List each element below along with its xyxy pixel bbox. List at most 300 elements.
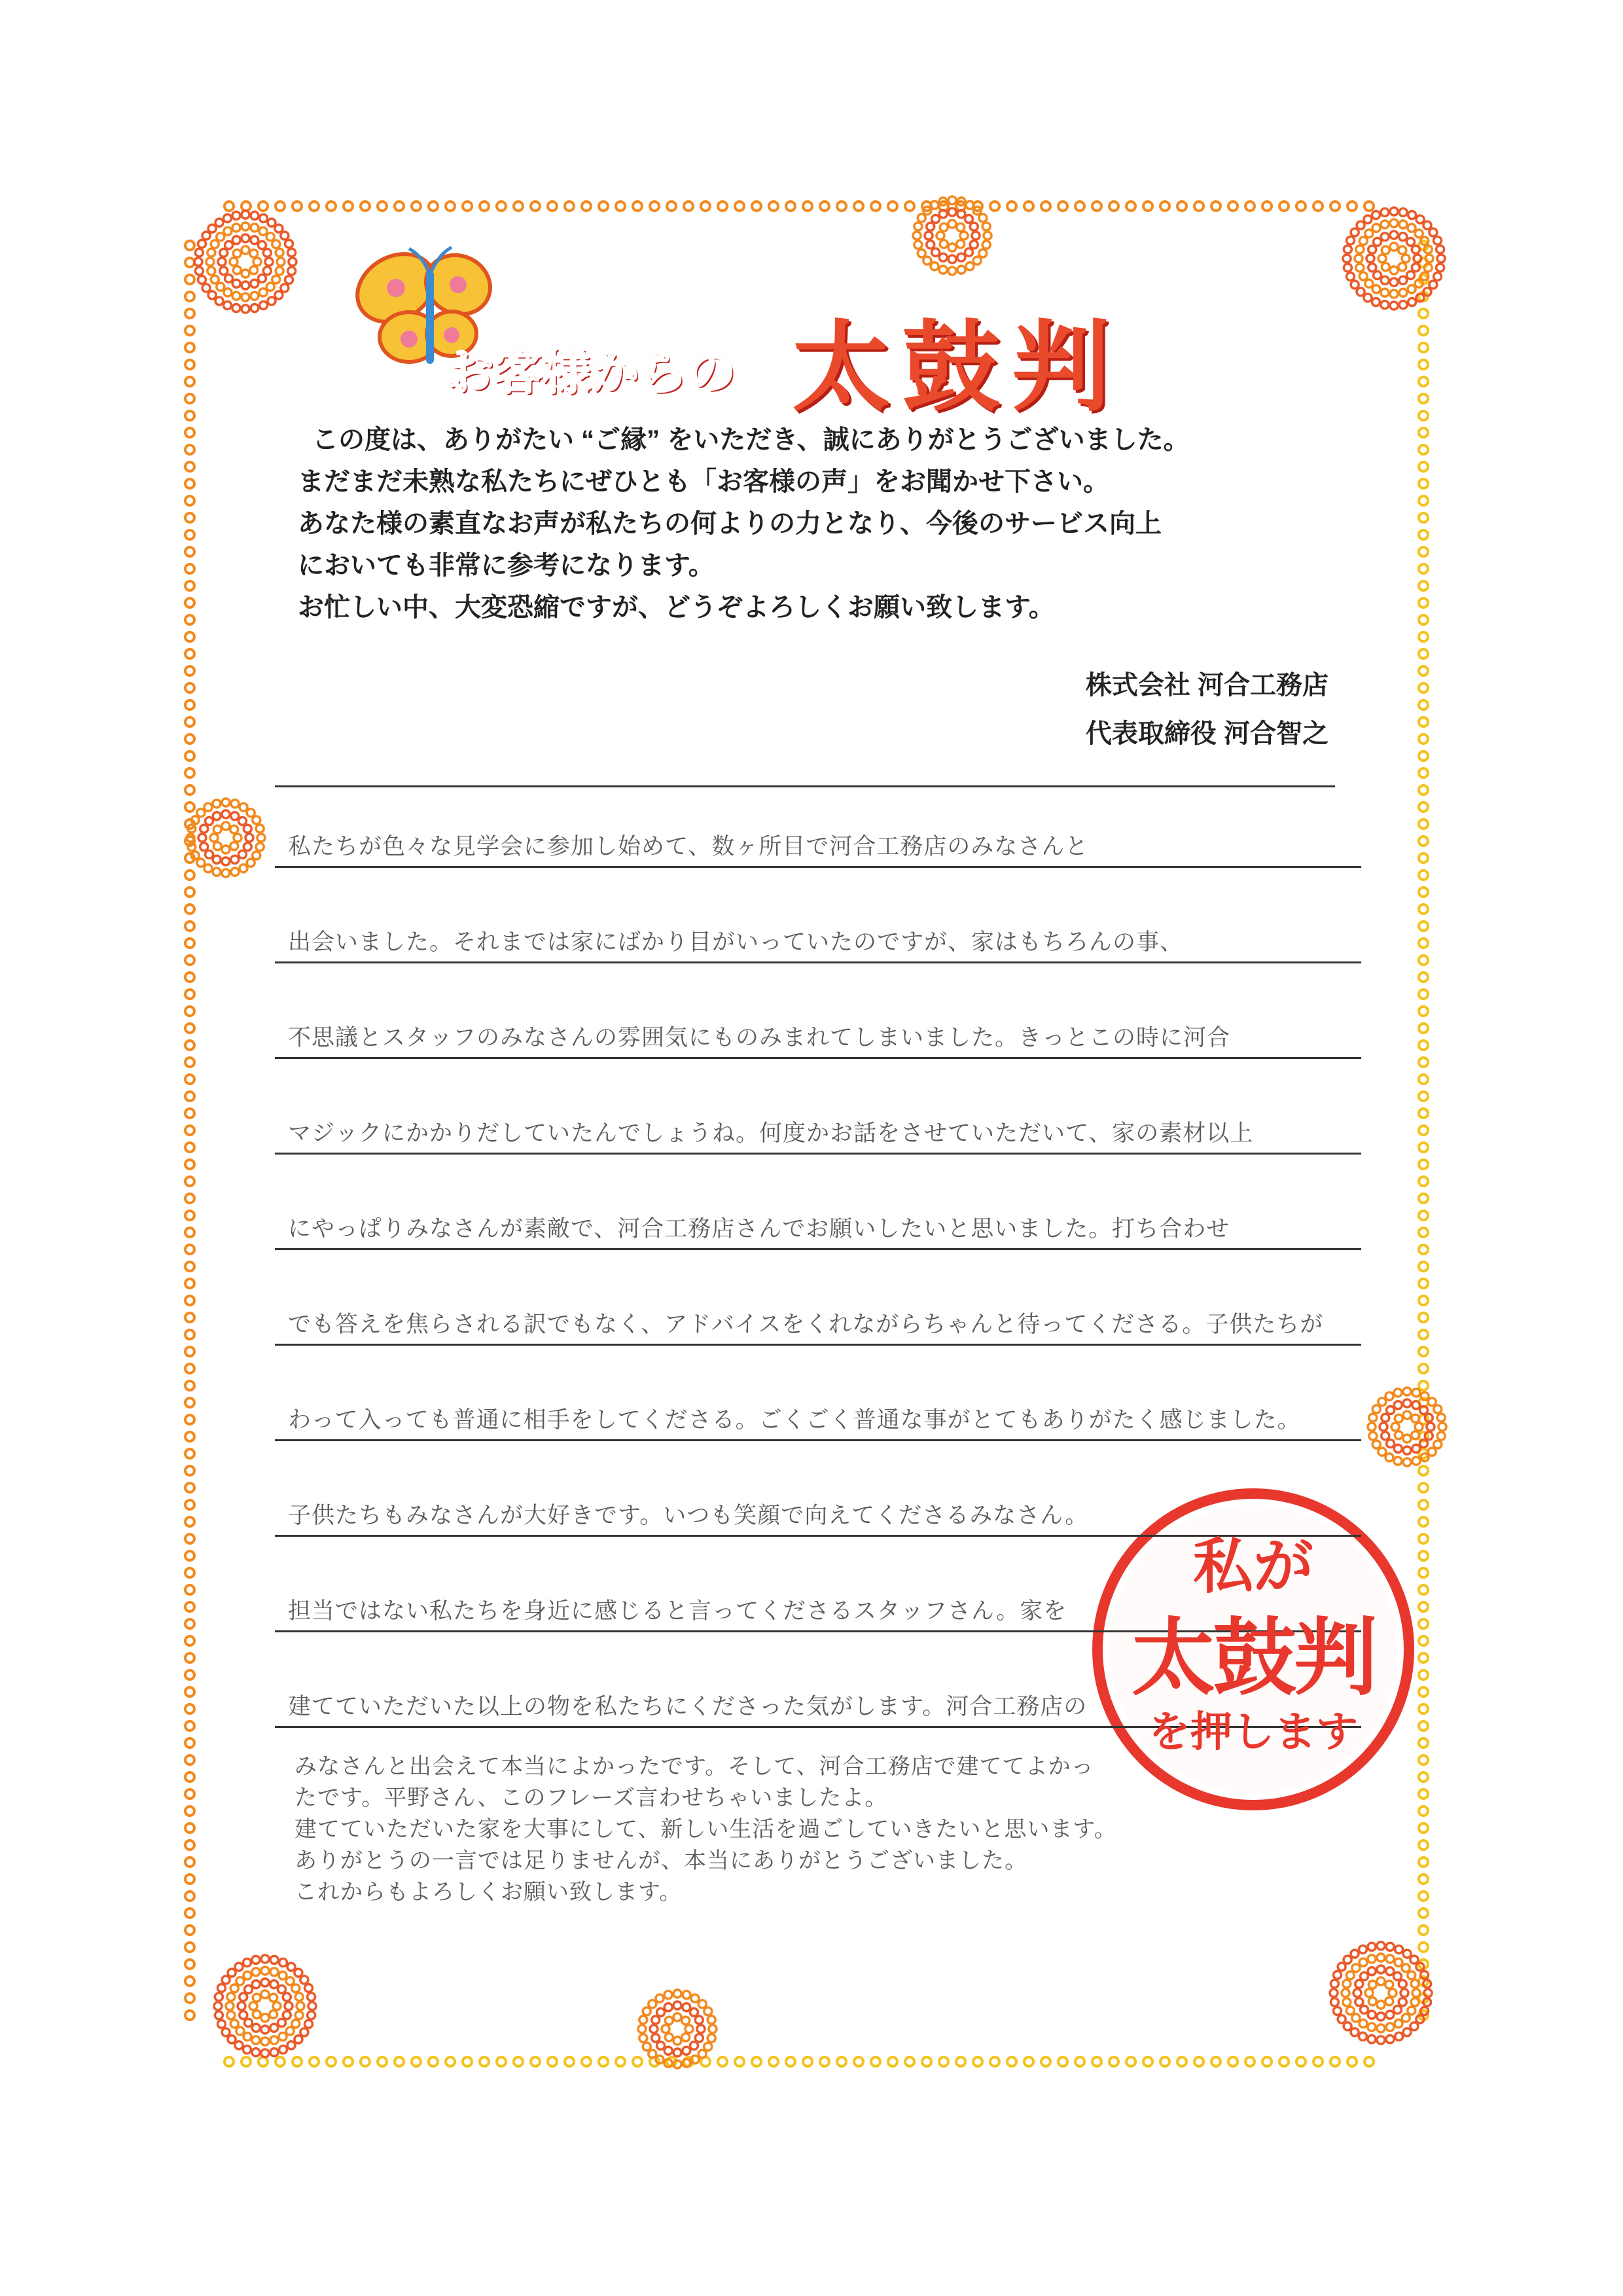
flower-dot-ornament xyxy=(1399,233,1407,241)
flower-dot-ornament xyxy=(914,241,922,249)
flower-dot-ornament xyxy=(206,258,214,266)
intro-line: あなた様の素直なお声が私たちの何よりの力となり、今後のサービス向上 xyxy=(298,509,1162,538)
flower-dot-ornament xyxy=(673,2037,681,2045)
flower-dot-ornament xyxy=(1402,2014,1410,2022)
flower-dot-ornament xyxy=(1387,1407,1395,1414)
flower-dot-ornament xyxy=(235,2041,243,2049)
flower-dot-ornament xyxy=(657,2041,665,2049)
intro-line: この度は、ありがたい “ご縁” をいただき、誠にありがとうございました。 xyxy=(312,425,1190,454)
flower-dot-ornament xyxy=(939,266,947,274)
flower-dot-ornament xyxy=(253,2011,260,2018)
flower-dot-ornament xyxy=(1368,2023,1376,2031)
flower-dot-ornament xyxy=(1408,298,1416,306)
flower-dot-ornament xyxy=(279,1958,287,1966)
flower-dot-ornament xyxy=(205,817,213,825)
flower-dot-ornament xyxy=(1434,273,1442,281)
flower-dot-ornament xyxy=(965,215,972,223)
intro-line: お忙しい中、大変恐縮ですが、どうぞよろしくお願い致します。 xyxy=(298,593,1055,622)
title-main: 太鼓判 xyxy=(792,310,1122,425)
flower-dot-ornament xyxy=(1365,279,1373,287)
flower-dot-ornament xyxy=(241,270,249,278)
flower-dot-ornament xyxy=(1410,1956,1418,1964)
flower-dot-ornament xyxy=(292,2020,300,2028)
flower-dot-ornament xyxy=(649,2000,656,2008)
flower-dot-ornament xyxy=(1374,271,1382,279)
flower-dot-ornament xyxy=(673,1990,681,1998)
flower-dot-ornament xyxy=(1356,264,1364,272)
flower-dot-ornament xyxy=(707,2034,715,2042)
flower-dot-ornament xyxy=(1399,221,1407,228)
flower-dot-ornament xyxy=(1429,228,1437,236)
flower-dot-ornament xyxy=(260,302,268,310)
flower-dot-ornament xyxy=(213,855,221,863)
flower-dot-ornament xyxy=(252,2049,260,2056)
flower-dot-ornament xyxy=(673,2001,681,2009)
flower-dot-ornament xyxy=(1372,224,1380,232)
flower-dot-ornament xyxy=(261,2049,269,2057)
flower-dot-ornament xyxy=(665,2034,673,2041)
flower-dot-ornament xyxy=(1381,233,1389,241)
flower-dot-ornament xyxy=(1434,1441,1442,1448)
flower-dot-ornament xyxy=(1390,243,1398,251)
flower-dot-ornament xyxy=(1416,215,1424,223)
flower-dot-ornament xyxy=(195,267,203,275)
comment-line: 建てていただいた以上の物を私たちにくださった気がします。河合工務店の xyxy=(275,1638,1374,1733)
flower-dot-ornament xyxy=(948,243,956,251)
flower-dot-ornament xyxy=(1359,2033,1366,2041)
flower-dot-ornament xyxy=(1428,1398,1436,1406)
flower-dot-ornament xyxy=(1400,1989,1408,1997)
flower-dot-ornament xyxy=(234,834,241,842)
flower-dot-ornament xyxy=(1368,1981,1376,1988)
flower-dot-ornament xyxy=(286,2027,294,2035)
signature-block xyxy=(1086,661,1329,758)
flower-dot-ornament xyxy=(249,2002,257,2010)
comment-line: 子供たちもみなさんが大好きです。いつも笑顔で向えてくださるみなさん。 xyxy=(275,1446,1374,1542)
flower-dot-ornament xyxy=(277,258,285,266)
flower-dot-ornament xyxy=(704,2007,712,2015)
flower-dot-ornament xyxy=(256,825,264,833)
flower-dot-ornament xyxy=(957,240,965,248)
flower-dot-ornament xyxy=(241,293,249,301)
flower-dot-ornament xyxy=(277,1986,285,1994)
flower-dot-ornament xyxy=(276,267,283,275)
flower-dot-ornament xyxy=(1395,1958,1402,1966)
flower-dot-ornament xyxy=(226,2002,234,2010)
flower-dot-ornament xyxy=(1330,1998,1338,2006)
flower-dot-ornament xyxy=(1372,285,1380,293)
flower-dot-ornament xyxy=(308,2011,315,2019)
flower-dot-ornament xyxy=(979,249,987,257)
flower-dot-ornament xyxy=(251,304,259,312)
flower-dot-ornament xyxy=(682,2034,690,2041)
flower-dot-ornament xyxy=(1394,1401,1402,1409)
flower-dot-ornament xyxy=(1377,2001,1385,2009)
flower-dot-ornament xyxy=(1403,1388,1411,1395)
flower-dot-ornament xyxy=(1412,1989,1420,1997)
flower-dot-ornament xyxy=(270,1994,277,2001)
flower-dot-ornament xyxy=(243,843,251,851)
flower-dot-ornament xyxy=(232,224,240,232)
comment-line: 私たちが色々な見学会に参加し始めて、数ヶ所目で河合工務店のみなさんと xyxy=(275,778,1374,873)
flower-dot-ornament xyxy=(1385,1998,1393,2005)
flower-dot-ornament xyxy=(227,2011,235,2019)
flower-dot-ornament xyxy=(230,842,238,850)
flower-dot-ornament xyxy=(241,281,249,289)
flower-dot-ornament xyxy=(230,825,238,833)
flower-dot-ornament xyxy=(261,1990,269,1998)
flower-dot-ornament xyxy=(257,834,265,842)
flower-dot-ornament xyxy=(652,2034,660,2042)
flower-dot-ornament xyxy=(1382,1414,1389,1422)
flower-dot-ornament xyxy=(948,220,956,228)
flower-dot-ornament xyxy=(261,2026,269,2034)
flower-dot-ornament xyxy=(259,227,267,235)
comment-line: マジックにかかりだしていたんでしょうね。何度かお話をさせていただいて、家の素材以上 xyxy=(275,1064,1374,1160)
flower-dot-ornament xyxy=(1390,278,1398,286)
flower-dot-ornament xyxy=(1351,2028,1359,2036)
flower-dot-ornament xyxy=(245,834,253,842)
flower-dot-ornament xyxy=(1390,302,1398,310)
flower-dot-ornament xyxy=(213,825,221,833)
flower-dot-ornament xyxy=(1406,271,1414,279)
comment-line: 担当ではない私たちを身近に感じると言ってくださるスタッフさん。家を xyxy=(275,1542,1374,1638)
flower-dot-ornament xyxy=(1372,298,1380,306)
flower-dot-ornament xyxy=(691,1994,699,2002)
flower-dot-ornament xyxy=(231,855,239,863)
comment-line: でも答えを焦らされる訳でもなく、アドバイスをくれながらちゃんと待ってくださる。子供たちが xyxy=(275,1255,1374,1351)
flower-dot-ornament xyxy=(253,816,260,824)
flower-dot-ornament xyxy=(251,236,259,244)
flower-dot-ornament xyxy=(235,1963,243,1971)
flower-dot-ornament xyxy=(236,2027,244,2035)
flower-dot-ornament xyxy=(1361,2005,1368,2013)
flower-dot-ornament xyxy=(252,1968,260,1976)
flower-dot-ornament xyxy=(685,2025,693,2033)
flower-dot-ornament xyxy=(1382,1432,1389,1440)
flower-dot-ornament xyxy=(270,1956,278,1964)
flower-dot-ornament xyxy=(932,215,940,223)
comment-line: これからもよろしくお願い致します。 xyxy=(294,1879,683,1905)
flower-dot-ornament xyxy=(251,292,259,300)
flower-dot-ornament xyxy=(252,1981,260,1988)
flower-dot-ornament xyxy=(652,2016,660,2024)
flower-dot-ornament xyxy=(1330,1980,1338,1988)
flower-dot-ornament xyxy=(1381,289,1389,296)
flower-dot-ornament xyxy=(266,283,274,291)
flower-dot-ornament xyxy=(270,2036,278,2044)
flower-dot-ornament xyxy=(927,223,935,230)
flower-dot-ornament xyxy=(222,869,230,877)
flower-dot-ornament xyxy=(957,223,965,231)
flower-dot-ornament xyxy=(914,223,922,230)
intro-message xyxy=(298,419,1351,628)
comment-line: たです。平野さん、このフレーズ言わせちゃいましたよ。 xyxy=(294,1785,888,1811)
flower-dot-ornament xyxy=(1343,1980,1351,1988)
flower-dot-ornament xyxy=(245,2018,253,2026)
flower-dot-ornament xyxy=(207,249,215,257)
flower-dot-ornament xyxy=(222,1976,230,1984)
flower-dot-ornament xyxy=(241,246,249,254)
flower-dot-ornament xyxy=(210,834,218,842)
flower-dot-ornament xyxy=(1436,245,1444,253)
flower-dot-ornament xyxy=(673,2049,681,2056)
flower-dot-ornament xyxy=(1415,230,1423,238)
flower-dot-ornament xyxy=(918,249,925,257)
flower-dot-ornament xyxy=(1368,245,1376,253)
flower-dot-ornament xyxy=(683,2003,690,2011)
representative-name: 代表取締役 河合智之 xyxy=(1085,719,1329,748)
flower-dot-ornament xyxy=(1387,1439,1395,1447)
flower-dot-ornament xyxy=(217,283,224,291)
flower-dot-ornament xyxy=(230,2020,238,2028)
flower-dot-ornament xyxy=(1377,2013,1385,2020)
flower-dot-ornament xyxy=(308,2002,316,2010)
flower-dot-ornament xyxy=(305,1984,313,1992)
flower-dot-ornament xyxy=(1333,1971,1341,1979)
flower-dot-ornament xyxy=(252,2036,260,2044)
stamp-line-3: を押します xyxy=(1149,1708,1358,1757)
flower-dot-ornament xyxy=(1381,208,1389,216)
flower-dot-ornament xyxy=(253,852,260,859)
flower-dot-ornament xyxy=(275,291,283,299)
flower-dot-ornament xyxy=(1378,1448,1386,1456)
flower-dot-ornament xyxy=(1344,245,1351,253)
flower-dot-ornament xyxy=(243,825,251,833)
flower-dot-ornament xyxy=(650,2025,658,2033)
flower-dot-ornament xyxy=(664,2003,672,2011)
flower-dot-ornament xyxy=(288,249,296,257)
flower-dot-ornament xyxy=(241,223,249,230)
flower-dot-ornament xyxy=(1437,1414,1445,1422)
flower-dot-ornament xyxy=(277,2018,285,2026)
flower-dot-ornament xyxy=(289,258,296,266)
flower-dot-ornament xyxy=(286,1977,294,1985)
flower-dot-ornament xyxy=(1381,301,1389,309)
flower-dot-ornament xyxy=(690,2041,698,2049)
flower-dot-ornament xyxy=(664,1991,672,1999)
flower-dot-ornament xyxy=(238,850,246,858)
flower-dot-ornament xyxy=(1408,1971,1416,1979)
flower-dot-ornament xyxy=(236,1977,244,1985)
flower-dot-ornament xyxy=(1365,1989,1373,1997)
flower-dot-ornament xyxy=(1394,1389,1402,1397)
flower-dot-ornament xyxy=(253,258,261,266)
flower-dot-ornament xyxy=(232,292,240,300)
flower-dot-ornament xyxy=(918,214,925,222)
flower-dot-ornament xyxy=(252,2024,260,2032)
flower-dot-ornament xyxy=(215,2011,223,2019)
flower-dot-ornament xyxy=(252,1956,260,1964)
flower-dot-ornament xyxy=(287,2041,295,2049)
flower-dot-ornament xyxy=(215,219,223,226)
flower-dot-ornament xyxy=(228,1969,236,1977)
flower-dot-ornament xyxy=(1355,1980,1363,1988)
flower-dot-ornament xyxy=(1338,1963,1346,1971)
flower-dot-ornament xyxy=(223,302,231,310)
flower-dot-ornament xyxy=(683,2047,690,2054)
flower-dot-ornament xyxy=(1408,2007,1416,2015)
flower-dot-ornament xyxy=(215,1993,223,2001)
flower-dot-ornament xyxy=(213,868,221,876)
flower-dot-ornament xyxy=(270,2011,277,2018)
flower-dot-ornament xyxy=(263,267,271,275)
flower-dot-ornament xyxy=(662,2025,669,2033)
flower-dot-ornament xyxy=(1408,224,1416,232)
title-prefix: お客様からの xyxy=(445,344,736,401)
flower-dot-ornament xyxy=(220,249,228,257)
flower-dot-ornament xyxy=(1377,2024,1385,2032)
flower-dot-ornament xyxy=(1403,1411,1411,1419)
flower-dot-ornament xyxy=(948,267,956,275)
flower-dot-ornament xyxy=(211,276,219,283)
comment-line: わって入っても普通に相手をしてくださる。ごくごく普通な事がとてもありがたく感じました。 xyxy=(275,1351,1374,1446)
flower-dot-ornament xyxy=(1438,1423,1446,1431)
flower-dot-ornament xyxy=(218,258,226,266)
flower-dot-ornament xyxy=(225,274,233,282)
flower-dot-ornament xyxy=(223,214,231,222)
flower-dot-ornament xyxy=(979,214,987,222)
flower-dot-ornament xyxy=(279,2033,287,2041)
flower-dot-ornament xyxy=(1385,1981,1393,1988)
flower-dot-ornament xyxy=(1343,255,1351,262)
flower-dot-ornament xyxy=(1377,1954,1385,1962)
flower-dot-ornament xyxy=(285,2002,293,2010)
flower-dot-ornament xyxy=(690,2009,698,2017)
flower-dot-ornament xyxy=(243,1971,251,1979)
flower-dot-ornament xyxy=(222,810,230,818)
flower-dot-ornament xyxy=(198,834,206,842)
flower-dot-ornament xyxy=(279,1971,287,1979)
flower-dot-ornament xyxy=(232,211,240,219)
flower-dot-ornament xyxy=(197,809,205,817)
flower-dot-ornament xyxy=(936,232,944,240)
flower-dot-ornament xyxy=(940,223,948,231)
flower-dot-ornament xyxy=(238,817,246,825)
flower-dot-ornament xyxy=(1359,1945,1366,1953)
flower-dot-ornament xyxy=(224,289,232,296)
flower-dot-ornament xyxy=(1352,2014,1360,2022)
flower-dot-ornament xyxy=(1403,1399,1411,1407)
flower-dot-ornament xyxy=(1399,246,1406,254)
flower-dot-ornament xyxy=(268,219,276,226)
flower-dot-ornament xyxy=(1399,208,1407,216)
flower-dot-ornament xyxy=(1390,231,1398,239)
flower-dot-ornament xyxy=(1368,1943,1376,1950)
flower-dot-ornament xyxy=(222,2028,230,2036)
flower-dot-ornament xyxy=(258,274,266,282)
flower-dot-ornament xyxy=(202,232,210,240)
flower-dot-ornament xyxy=(261,1967,269,1975)
flower-dot-ornament xyxy=(1411,1998,1419,2006)
flower-dot-ornament xyxy=(243,1958,251,1966)
flower-dot-ornament xyxy=(233,249,241,257)
flower-dot-ornament xyxy=(1357,288,1364,296)
flower-dot-ornament xyxy=(1390,290,1398,298)
flower-dot-ornament xyxy=(665,2017,673,2024)
flower-dot-ornament xyxy=(1390,207,1398,215)
flower-dot-ornament xyxy=(220,267,228,275)
flower-dot-ornament xyxy=(251,224,259,232)
flower-dot-ornament xyxy=(972,232,980,240)
approval-stamp xyxy=(1090,1486,1417,1813)
flower-dot-ornament xyxy=(270,2049,278,2056)
flower-dot-ornament xyxy=(294,2036,302,2043)
flower-dot-ornament xyxy=(1346,273,1354,281)
flower-dot-ornament xyxy=(232,236,240,244)
comment-line: 不思議とスタッフのみなさんの雰囲気にものみまれてしまいました。きっとこの時に河合 xyxy=(275,969,1374,1064)
flower-dot-ornament xyxy=(231,812,239,820)
flower-dot-ornament xyxy=(215,297,223,305)
flower-dot-ornament xyxy=(1408,285,1416,293)
flower-dot-ornament xyxy=(1355,1998,1363,2006)
flower-dot-ornament xyxy=(1390,219,1398,227)
flower-dot-ornament xyxy=(287,1963,295,1971)
flower-dot-ornament xyxy=(238,2002,245,2010)
flower-dot-ornament xyxy=(698,2000,706,2008)
flower-dot-ornament xyxy=(276,249,283,257)
flower-dot-ornament xyxy=(240,803,247,811)
flower-dot-ornament xyxy=(1359,2020,1367,2028)
flower-dot-ornament xyxy=(982,223,990,230)
flower-dot-ornament xyxy=(1352,1964,1360,1972)
flower-dot-ornament xyxy=(1378,1398,1386,1406)
flower-dot-ornament xyxy=(1415,1423,1423,1431)
company-name: 株式会社 河合工務店 xyxy=(1085,671,1329,700)
comment-line: 建てていただいた家を大事にして、新しい生活を過ごしていきたいと思います。 xyxy=(294,1816,1117,1842)
flower-dot-ornament xyxy=(1374,238,1382,246)
intro-line: まだまだ未熟な私たちにぜひとも「お客様の声」をお聞かせ下さい。 xyxy=(298,467,1109,496)
flower-dot-ornament xyxy=(1346,236,1354,244)
flower-dot-ornament xyxy=(1386,1955,1394,1963)
flower-dot-ornament xyxy=(270,1981,278,1988)
flower-dot-ornament xyxy=(241,234,249,242)
flower-dot-ornament xyxy=(198,276,205,284)
flower-dot-ornament xyxy=(1368,1967,1376,1975)
flower-dot-ornament xyxy=(709,2025,717,2033)
flower-dot-ornament xyxy=(639,2034,647,2042)
flower-dot-ornament xyxy=(1338,2015,1346,2023)
flower-dot-ornament xyxy=(1395,1414,1402,1422)
flower-dot-ornament xyxy=(198,240,205,247)
flower-dot-ornament xyxy=(643,2043,651,2051)
flower-dot-ornament xyxy=(292,1984,300,1992)
flower-dot-ornament xyxy=(217,2020,225,2028)
flower-dot-ornament xyxy=(300,1976,308,1984)
flower-dot-ornament xyxy=(1406,238,1414,246)
comment-line: 出会いました。それまでは家にばかり目がいっていたのですが、家はもちろんの事、 xyxy=(275,873,1374,969)
flower-dot-ornament xyxy=(1395,2033,1403,2041)
flower-dot-ornament xyxy=(1368,2011,1376,2018)
flower-dot-ornament xyxy=(260,214,268,222)
flower-dot-ornament xyxy=(1377,2036,1385,2044)
flower-dot-ornament xyxy=(272,276,280,283)
flower-dot-ornament xyxy=(1359,272,1367,280)
flower-dot-ornament xyxy=(240,865,247,872)
flower-dot-ornament xyxy=(1351,1950,1359,1958)
flower-dot-ornament xyxy=(1385,1454,1393,1462)
flower-dot-ornament xyxy=(966,262,974,270)
flower-dot-ornament xyxy=(1394,1444,1402,1452)
flower-dot-ornament xyxy=(1343,1998,1351,2006)
flower-dot-ornament xyxy=(1377,1965,1385,1973)
flower-dot-ornament xyxy=(1344,2022,1351,2030)
flower-dot-ornament xyxy=(1423,221,1431,229)
flower-dot-ornament xyxy=(241,305,249,313)
flower-dot-ornament xyxy=(965,248,972,256)
flower-dot-ornament xyxy=(1403,1446,1411,1454)
stamp-line-2: 太鼓判 xyxy=(1131,1609,1375,1707)
